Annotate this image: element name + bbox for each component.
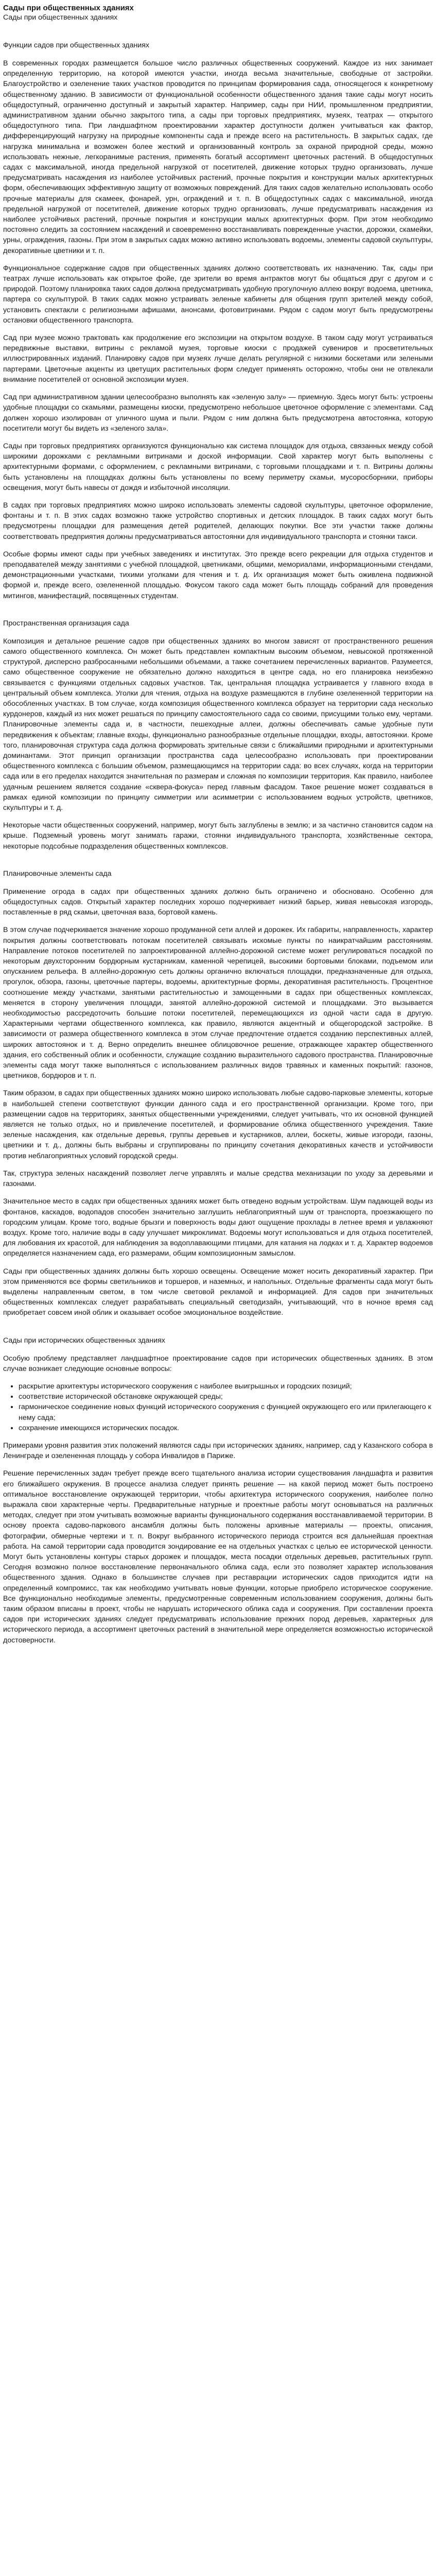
- section-spacer: [3, 1653, 433, 1663]
- section-spacer: [3, 608, 433, 619]
- paragraph: Особые формы имеют сады при учебных заведениях и институтах. Это прежде всего рекреации для отдыха студентов и преподавателей между занятиями с учебной площадкой, цветниками, общими, мемориалами, информационными стендами, демонстрационными участками, тихими уголками для чтения и т. д. Их организация может быть оживлена подвижной формой и, прежде всего, озелененной площадью. Фокусом такого сада может быть площадь собраний для проведения митингов, манифестаций, посвященных студентам.: [3, 550, 433, 600]
- section-spacer: [3, 859, 433, 869]
- paragraph: Применение огрода в садах при общественных зданиях должно быть ограничено и обосновано. Особенно для общедоступных садов. Открытый характер последних хорошо подчеркивает низкий барьер, живая невысокая изгородь, поставленные в ряд скамьи, цветочная ваза, бортовой камень.: [3, 887, 433, 917]
- section-heading: Пространственная организация сада: [3, 619, 129, 628]
- paragraph: Сад при музее можно трактовать как продолжение его экспозиции на открытом воздухе. В таком саду могут устраиваться передвижные выставки, витрины с рекламой музея, торговые киоски с продажей сувениров и просветительных иллюстрированных изданий. Планировку садов при музеях лучше делать регулярной с низкими боскетами или зелеными партерами. Цветочные акценты из цветущих растительных форм следует применять осторожно, чтобы они не отвлекали внимание посетителей от основной экспозиции музея.: [3, 334, 433, 384]
- section-heading: Сады при исторических общественных зданиях: [3, 1336, 165, 1345]
- list-item: • гармоническое соединение новых функций исторического сооружения с функцией окружающего его или прилегающего к нему сада;: [19, 1402, 433, 1422]
- section-heading: Функции садов при общественных зданиях: [3, 41, 149, 49]
- article-section: [3, 869, 433, 1336]
- paragraph: Некоторые части общественных сооружений, например, могут быть заглублены в землю; и за частично становится садом на крыше. Подземный уровень могут занимать гаражи, стоянки индивидуального транспорта, хозяйственные сектора, некоторые подсобные подразделения общественных комплексов.: [3, 821, 433, 851]
- bullet-list: [3, 1381, 433, 1433]
- article-section: [3, 41, 433, 619]
- section-heading: Планировочные элементы сада: [3, 869, 112, 878]
- paragraph: Значительное место в садах при общественных зданиях может быть отведено водным устройствам. Шум падающей воды из фонтанов, каскадов, водопадов способен значительно заглушить неблагоприятный шум от транспорта, проезжающего по городским улицам. Кроме того, водные брызги и поверхность воды дают ощущение прохлады в летнее время и увлажняют воздух. Кроме того, наличие воды в саду улучшает микроклимат. Водоемы могут использоваться и для отдыха посетителей, для любования их красотой, для наблюдения за водоплавающими птицами, для катания на лодках и т. д. Характер водоемов определяется назначением сада, его размерами, общим композиционным замыслом.: [3, 1197, 433, 1258]
- paragraph: Сады при общественных зданиях должны быть хорошо освещены. Освещение может носить декоративный характер. При этом применяются все формы светильников и торшеров, и наземных, и напольных. Отдельные фрагменты сада могут быть выделены направленным светом, в том числе световой рекламой и информацией. Для садов при значительных общественных комплексах следует разрабатывать специальный светодизайн, учитывающий, что в ночное время сад приобретает совсем иной облик и оказывает особое эмоциональное воздействие.: [3, 1267, 433, 1317]
- page-title: Сады при общественных зданиях: [3, 4, 134, 12]
- paragraph: Таким образом, в садах при общественных зданиях можно широко использовать любые садово-парковые элементы, которые в наибольшей степени соответствуют функции данного сада и его пространственной организации. Кроме того, при размещении садов на территориях, занятых общественными учреждениями, следует учитывать, что их основной функцией является не только отдых, но и привлечение посетителей, и формирование облика общественного учреждения. Такие зеленые насаждения, как отдельные деревья, группы деревьев и кустарников, аллеи, боскеты, живые изгороди, газоны, цветники и т. д., должны быть выбраны и сгруппированы по принципу сочетания декоративных качеств и устойчивости против неблагоприятных условий городской среды.: [3, 1089, 433, 1160]
- paragraph: Решение перечисленных задач требует прежде всего тщательного анализа истории существования ландшафта и развития его ближайшего окружения. В процессе анализа следует принять решение — на какой период может быть построено оптимальное восстановление окружающей территории, чтобы архитектура исторического сооружения, наиболее полно выражала свои характерные черты. Предварительные натурные и проектные работы могут основываться на различных методах, следует при этом учитывать возможные варианты функционального содержания восстанавливаемой территории. В основу проекта садово-паркового ансамбля должны быть положены архивные материалы — проекты, описания, фотографии, обмерные чертежи и т. п. Вокруг выбранного исторического периода строится вся дальнейшая проектная работа. На самой территории сада проводится зондирование ее на отдельных участках с целью ее исторической ценности. Могут быть установлены контуры старых дорожек и площадок, места посадки отдельных деревьев, растительных групп. Сегодня возможно полное восстановление первоначального облика сада, если это позволяет характер использования общественного здания. Однако в большинстве случаев при реставрации исторических садов приходится идти на определенный компромисс, так как необходимо учитывать новые функции, которые приобрело историческое сооружение. Все функционально необходимые элементы, предусмотренные современным использованием сооружения, должны быть таким образом вписаны в проект, чтобы не нарушать исторического облика сада и сооружения. При составлении проекта садов при исторических зданиях следует предусматривать использование прежних пород деревьев, характерных для исторического периода, а ассортимент цветочных растений в значительной мере определяется возможностью исторической достоверности.: [3, 1469, 433, 1645]
- paragraph: Композиция и детальное решение садов при общественных зданиях во многом зависят от пространственного решения самого общественного комплекса. Он может быть представлен компактным высоким объемом, невысокой протяженной структурой, дисперсно разбросанными небольшими объемами, а также сочетанием перечисленных вариантов. Разумеется, само общественное сооружение не обязательно должно находиться в центре сада, но его планировка неизбежно связывается с функциями отдельных садовых участков. Так, центральная площадка устраивается у главного входа в центральный объем комплекса. Уголки для чтения, отдыха на воздухе размещаются в глубине озелененной территории на обособленных участках. В том случае, когда композиция общественного комплекса образует на территории сада несколько курдонеров, каждый из них может решаться по принципу самостоятельного сада со своими, присущими только ему, чертами. Планировочные элементы сада и, в частности, пешеходные аллеи, должны обеспечивать самые удобные пути передвижения к объектам; главные входы, функционально разнообразные отдельные площадки, входы, автостоянки. Кроме того, планировочная структура сада должна формировать зрительные связи с ближайшими природными и архитектурными доминантами. Этот принцип организации пространства сада целесообразно использовать при проектировании общественного комплекса с большим объемом, размещающимся на территории сада: во всех случаях, когда на территории сада или в его пределах находится значительная по размерам и сложная по композиции территория. Как правило, наиболее удачным решением является создание «сквера-фокуса» перед главным фасадом. Такое решение может создаваться в рамках единой композиции по принципу симметрии или асимметрии с использованием водных устройств, цветников, скульптуры и т. д.: [3, 637, 433, 812]
- paragraph: Сады при торговых предприятиях организуются функционально как система площадок для отдыха, связанных между собой широкими дорожками с рекламными витринами и доской информации. Свой характер могут быть выполнены с архитектурными формами, с оформлением, с рекламными витринами, с торговыми площадками и т. п. Витрины должны быть установлены на площадках должны быть установлены по всему периметру скамьи, мусоросборники, приборы освещения, могут быть навесы от дождя и избыточной инсоляции.: [3, 442, 433, 492]
- article-section: [3, 619, 433, 869]
- list-item: • раскрытие архитектуры исторического сооружения с наиболее выигрышных и городских позиций;: [19, 1381, 433, 1392]
- paragraph: В садах при торговых предприятиях можно широко использовать элементы садовой скульптуры, цветочное оформление, фонтаны и т. п. В этих садах возможно также устройство спортивных и детских площадок. В таких садах могут быть предусмотрены площадки для размещения детей родителей, делающих покупки. Все эти участки также должны соответствовать предприятия должны предусматриваться автостоянки для индивидуального транспорта и стоянки такси.: [3, 501, 433, 541]
- page-subtitle: Сады при общественных зданиях: [3, 13, 118, 22]
- section-spacer: [3, 1326, 433, 1336]
- article-section: [3, 1336, 433, 1663]
- paragraph: Примерами уровня развития этих положений являются сады при исторических зданиях, например, сад у Казанского собора в Ленинграде и озелененная площадь у собора Инвалидов в Париже.: [3, 1441, 433, 1461]
- sections-container: [3, 41, 433, 1663]
- list-item: • сохранение имеющихся исторических посадок.: [19, 1423, 433, 1433]
- paragraph: Особую проблему представляет ландшафтное проектирование садов при исторических общественных зданиях. В этом случае возникает следующие основные вопросы:: [3, 1354, 433, 1373]
- paragraph: В современных городах размещается большое число различных общественных сооружений. Каждое из них занимает определенную территорию, на которой имеются участки, иногда весьма значительные, свободные от застройки. Благоустройство и озеленение таких участков проводится по принципам формирования сада, относящегося к конкретному общественному зданию. В зависимости от функциональной особенности общественного здания такие сады могут носить общедоступный, ограниченно доступный и закрытый характер. Например, сады при НИИ, промышленном предприятии, административном здании обычно закрытого типа, а сады при торговых предприятиях, музеях, театрах — открытого общедоступного типа. При ландшафтном проектировании характер доступности должен учитываться как фактор, дифференцирующий нагрузку на природные компоненты сада и прежде всего на растительность. В закрытых садах, где нагрузка минимальна и возможен более жесткий и организованный контроль за охраной природной среды, можно использовать нежные, легкоранимые растения, применять богатый ассортимент цветочных растений. В общедоступных садах с максимальной, иногда предельной нагрузкой от посетителей, движение которых трудно организовать, лучше предусматривать насаждения из наиболее устойчивых растений, прочные покрытия и конструкции малых архитектурных форм, обеспечивающих эффективную защиту от возможных повреждений. Для таких садов желательно использовать особо прочные материалы для скамеек, фонарей, урн, ограждений и т. п. В общедоступных садах с максимальной, иногда предельной нагрузкой от посетителей, движение которых трудно организовать, лучше предусматривать насаждения из наиболее устойчивых растений, прочные покрытия и конструкции малых архитектурных форм. При этом необходимо постоянно следить за состоянием насаждений и своевременно восстанавливать поврежденные участки, дорожки, скамейки, урны, ограждения, газоны. При этом в закрытых садах можно активно использовать водоемы, элементы садовой скульптуры, декоративные цветники и т. п.: [3, 59, 433, 255]
- paragraph: Так, структура зеленых насаждений позволяет легче управлять и малые средства механизации по уходу за деревьями и газонами.: [3, 1169, 433, 1189]
- paragraph: Сад при административном здании целесообразно выполнять как «зеленую залу» — приемную. Здесь могут быть: устроены удобные площадки со скамьями, размещены киоски, предусмотрено небольшое цветочное оформление с элементами. Сад должен хорошо изолирован от уличного шума и пыли. Рядом с ним должна быть предусмотрена автостоянка, которую посетители могут бы видеть из «зеленого зала».: [3, 393, 433, 433]
- paragraph: Функциональное содержание садов при общественных зданиях должно соответствовать их назначению. Так, сады при театрах лучше использовать как открытое фойе, где зрители во время антрактов могут бы общаться друг с другом и с природой. Поэтому планировка таких садов должна предусматривать удобную прогулочную аллею вокруг водоема, цветника, партера со скульптурой. В таких садах можно устраивать зеленые кабинеты для общения групп зрителей между собой, установить спектакли с религиозными афишами, анонсами, фотовитринами. Рядом с садом могут быть предусмотрены остановки общественного транспорта.: [3, 264, 433, 325]
- paragraph: В этом случае подчеркивается значение хорошо продуманной сети аллей и дорожек. Их габариты, направленность, характер покрытия должны соответствовать потокам посетителей связывать искомые пункты по наикратчайшим расстояниям. Направление потоков посетителей по запроектированной аллейно-дорожной системе может регулироваться посадкой по некоторым двухсторонним бордюрным кустарникам, каменной черепицей, высокими бортовыми блоками, подъемом или опусканием рельефа. В аллейно-дорожную сеть должны органично включаться площадки, предназначенные для отдыха, прогулок, обзора, газоны, цветочные партеры, водоемы, архитектурные формы, декоративная растительность. Процентное соотношение между участками, занятыми растительностью и замощенными в садах при общественных комплексах, меняется в сторону увеличения площади, занятой аллейно-дорожной системой и площадками. Это вызывается необходимостью рассредоточить большие потоки посетителей, перемещающихся из одной части сада в другую. Характерными чертами общественного комплекса, как правило, являются акцентный и общегородской застройке. В зависимости от размера общественного комплекса в этом случае предпочтение отдается созданию перспективных аллей, широких автостоянок и т. д. Верно определить внешнее облицовочное решение, отражающее характер общественного здания, его собственный облик и особенности, служащие созданию выразительного садового пространства. Планировочные элементы сада могут также выполняться с использованием различных видов травяных и каменных покрытий: газонов, цветников, бордюров и т. п.: [3, 926, 433, 1080]
- list-item: • соответствие исторической обстановке окружающей среды;: [19, 1392, 433, 1402]
